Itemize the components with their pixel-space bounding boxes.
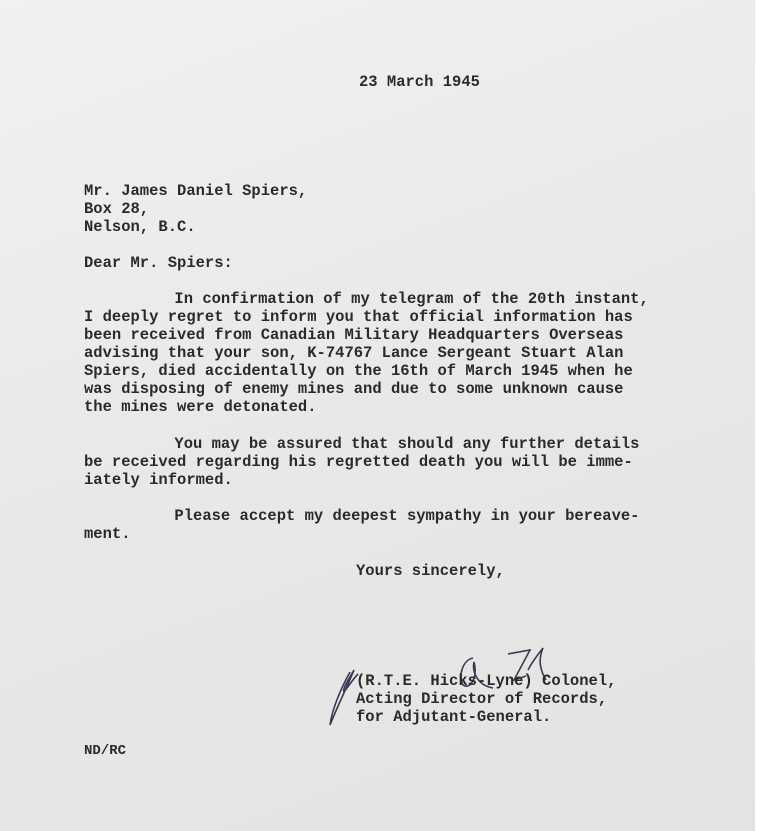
closing: Yours sincerely,: [356, 562, 505, 580]
text-line: advising that your son, K-74767 Lance Sergeant Stuart Alan: [84, 344, 624, 362]
text-line: iately informed.: [84, 471, 233, 489]
text-line: You may be assured that should any further details: [100, 435, 640, 453]
reference-initials: ND/RC: [84, 743, 127, 759]
salutation: Dear Mr. Spiers:: [84, 254, 233, 272]
text-line: ment.: [84, 525, 131, 543]
text-line: In confirmation of my telegram of the 20th instant,: [100, 290, 649, 308]
letter-date: 23 March 1945: [359, 73, 480, 91]
signature-line: for Adjutant-General.: [356, 708, 552, 726]
text-line: been received from Canadian Military Headquarters Overseas: [84, 326, 624, 344]
text-line: Spiers, died accidentally on the 16th of March 1945 when he: [84, 362, 633, 380]
address-line: Box 28,: [84, 200, 150, 218]
address-line: Nelson, B.C.: [84, 218, 196, 236]
signature-line: Acting Director of Records,: [356, 690, 608, 708]
text-line: I deeply regret to inform you that official information has: [84, 308, 633, 326]
signature-line: (R.T.E. Hicks-Lyne) Colonel,: [356, 672, 617, 690]
address-line: Mr. James Daniel Spiers,: [84, 182, 308, 200]
text-line: the mines were detonated.: [84, 398, 317, 416]
text-line: Please accept my deepest sympathy in your bereave-: [100, 507, 640, 525]
text-line: was disposing of enemy mines and due to some unknown cause: [84, 380, 624, 398]
text-line: be received regarding his regretted death you will be imme-: [84, 453, 633, 471]
